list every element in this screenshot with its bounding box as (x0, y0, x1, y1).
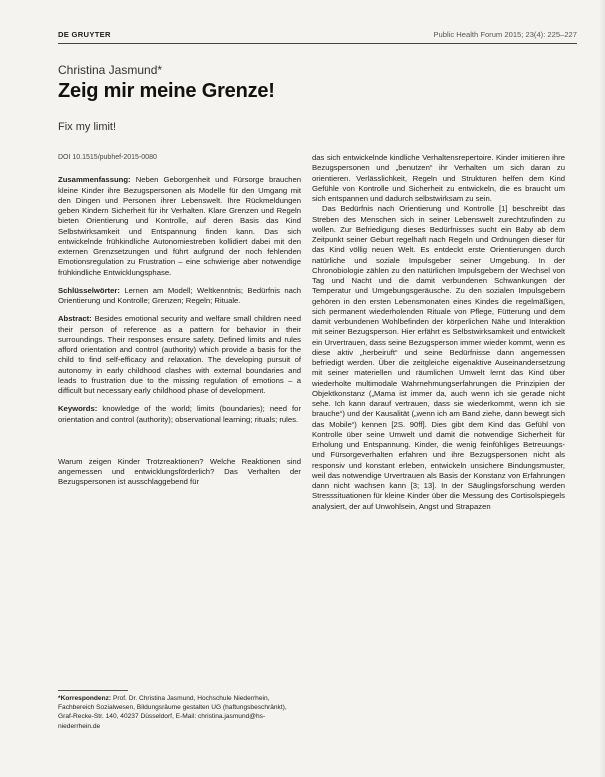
zusammenfassung-text: Neben Geborgenheit und Fürsorge brauchen kleine Kinder ihre Bezugspersonen als Modelle für den Umgang mit den Dingen und Personen ihrer Lebenswelt. Ihre Rückmeldungen geben Kindern Sicherheit für ihr Verhalten. Klare Grenzen und Regeln bieten Orientierung und Kontrolle, auf deren Basis das Kind Selbstwirksamkeit und Entspannung finden kann. Das sich entwickelnde frühkindliche Autonomiestreben kollidiert dabei mit den externen Grenzsetzungen und führt aufgrund der noch fehlenden Emotionsregulation zu Frustration – eine schwierige aber notwendige frühkindliche Entwicklungsphase. (58, 175, 301, 277)
correspondence-footnote (58, 694, 301, 731)
abstract-text: Besides emotional security and welfare small children need their person of reference as a pattern for behavior in their surroundings. Their responses ensure safety. Defined limits and rules afford orientation and control (authority) which provide a basis for the child to find self-efficacy and relaxation. The developing pursuit of autonomy in early childhood clashes with external boundaries and leads to frustration due to the missing regulation of emotions – a difficult but necessary early childhood phase of development. (58, 314, 301, 395)
schluesselwoerter-text: Lernen am Modell; Weltkenntnis; Bedürfnis nach Orientierung und Kontrolle; Grenzen; Regeln; Rituale. (58, 285, 301, 305)
article-subtitle: Fix my limit! (58, 121, 117, 133)
zusammenfassung-paragraph (58, 175, 301, 278)
article-author: Christina Jasmund* (58, 63, 163, 77)
footnote-divider (58, 690, 128, 691)
schluesselwoerter-paragraph (58, 286, 301, 307)
journal-citation: Public Health Forum 2015; 23(4): 225–227 (433, 30, 577, 39)
page-edge-shadow (599, 0, 605, 777)
keywords-text: knowledge of the world; limits (boundaries); need for orientation and control (authority); observational learning; rituals; rules. (58, 404, 302, 424)
running-header (58, 30, 577, 44)
abstract-label: Abstract: (58, 314, 92, 324)
schluesselwoerter-label: Schlüsselwörter: (58, 285, 120, 295)
body-paragraph-2: Das Bedürfnis nach Orientierung und Kontrolle [1] beschreibt das Streben des Menschen sich in seiner Lebenswelt zurechtzufinden zu wollen. Zur Befriedigung dieses Bedürfnisses sucht ein Baby ab dem Zeitpunkt seiner Geburt regelhaft nach Regeln und Ordnungen dieser für das Kind völlig neuen Welt. Es entdeckt erste Orientierungen durch natürliche und soziale Impulsgeber seiner Umgebung. In der Chronobiologie zählen zu den natürlichen Impulsgebern der Wechsel von Tag und Nacht und die damit verbundenen Schwankungen der Temperatur und Umgebungsgeräusche. Zu den sozialen Impulsgebern gehören in den ersten Lebensmonaten eines Kindes die regelmäßigen, sich permanent wiederholenden Rituale von Pflege, Fütterung und dem damit verbundenen Wohlbefinden der körperlichen Nähe und Interaktion mit seiner Bezugsperson. Hier erfährt es Selbstwirksamkeit und entwickelt ein Urvertrauen, dass seine Bezugsperson immer wieder kommt, wenn es diese aktiv „herbeiruft“ und seine Bedürfnisse dann angemessen befriedigt werden. Über die zeitgleiche eigenaktive Auseinandersetzung mit seiner materiellen und räumlichen Umwelt lernt das Kind über wiederholte multimodale Wahrnehmungserfahrungen die Prinzipien der Objektkonstanz („Mama ist immer da, auch wenn ich sie gerade nicht sehe. Ich kann darauf vertrauen, dass sie wiederkommt, wenn ich sie brauche“) und der Kausalität („wenn ich am Band ziehe, dann bewegt sich das Mobile“) kennen [2S. 90ff]. Dies gibt dem Kind das Gefühl von Kontrolle über seine Umwelt und damit die notwendige Sicherheit für Erholung und Entspannung. Kinder, die wenig feinfühliges Betreuungs- und Fürsorgeverhalten erfahren und ihre Bezugspersonen nicht als responsiv und konstant erleben, entwickeln unsichere Bindungsmuster, weil das notwendige Urvertrauen als Basis der Konstanz von Erfahrungen dann nicht wachsen kann [3; 13]. In der Säuglingsforschung werden Stresssituationen für kleine Kinder über die Messung des Cortisolspiegels analysiert, der auf Unwohlsein, Angst und Strapazen (312, 204, 565, 511)
intro-paragraph: Warum zeigen Kinder Trotzreaktionen? Welche Reaktionen sind angemessen und entwicklungsförderlich? Das Verhalten der Bezugspersonen ist ausschlaggebend für (58, 456, 301, 487)
abstract-paragraph (58, 314, 301, 396)
header-divider (58, 43, 577, 44)
article-title: Zeig mir meine Grenze! (58, 80, 275, 102)
body-paragraph-1: das sich entwickelnde kindliche Verhaltensrepertoire. Kinder imitieren ihre Bezugspersonen und „benutzen“ ihr Verhalten um sich daran zu orientieren. Verlässlichkeit, Regeln und Strukturen helfen dem Kind Gefühle von Kontrolle und Sicherheit zu entwickeln, die es braucht um sich entspannen und dadurch selbstwirksam zu sein. (312, 153, 565, 203)
left-column (58, 153, 301, 488)
footnote-text: Prof. Dr. Christina Jasmund, Hochschule Niederrhein, Fachbereich Sozialwesen, Bildungsräume gestalten UG (haftungsbeschränkt), Graf-Recke-Str. 140, 40237 Düsseldorf, E-Mail: christina.jasmund@hs-niederrhein.de (58, 695, 287, 730)
footnote-label: *Korrespondenz: (58, 695, 112, 702)
zusammenfassung-label: Zusammenfassung: (58, 175, 131, 185)
right-column (312, 153, 565, 512)
keywords-paragraph (58, 404, 301, 425)
publisher-name: DE GRUYTER (58, 30, 111, 39)
doi-line: DOI 10.1515/pubhef-2015-0080 (58, 154, 157, 161)
keywords-label: Keywords: (58, 404, 98, 414)
